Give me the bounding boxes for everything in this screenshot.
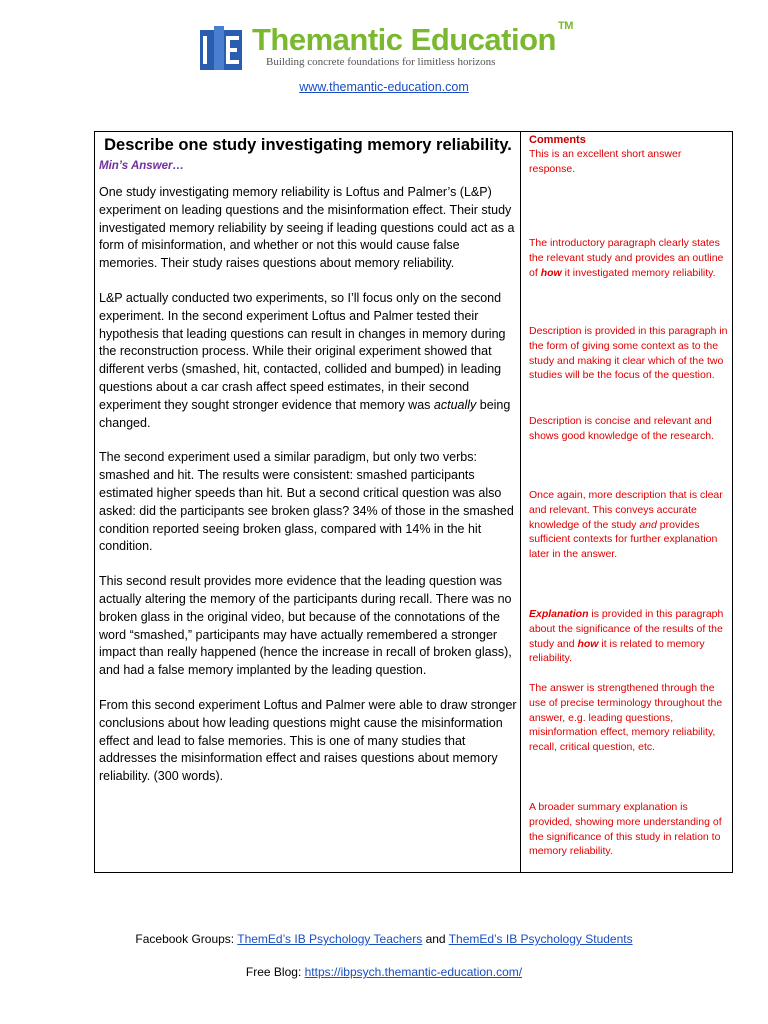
teachers-group-link[interactable]: ThemEd’s IB Psychology Teachers — [237, 932, 423, 946]
answer-column — [99, 134, 517, 803]
students-group-link[interactable]: ThemEd’s IB Psychology Students — [448, 932, 633, 946]
answer-paragraph-1: One study investigating memory reliability is Loftus and Palmer’s (L&P) experiment on leading questions and the misinformation effect. Their study investigated memory reliability by seeing if leading questions could act as a form of misinformation, and whether or not this would cause false memories. Their study raises questions about memory reliability. — [99, 185, 515, 271]
comment-4: Description is concise and relevant and shows good knowledge of the research. — [529, 415, 715, 442]
trademark: TM — [557, 19, 573, 32]
comment-7: The answer is strengthened through the use of precise terminology throughout the answer, e.g. leading questions, misinformation effect, memory reliability, recall, critical question, etc. — [529, 682, 723, 754]
answer-label: Min’s Answer… — [99, 160, 184, 172]
page-header — [0, 0, 768, 110]
comments-column — [529, 134, 729, 858]
blog-line: Free Blog: https://ibpsych.themantic-education.com/ — [245, 965, 523, 979]
question-title: Describe one study investigating memory reliability. — [104, 136, 512, 154]
table-column-divider — [520, 131, 521, 873]
comment-5: Once again, more description that is clear and relevant. This conveys accurate knowledge of the study and provides sufficient contexts for further explanation later in the answer. — [529, 489, 723, 561]
comment-1: This is an excellent short answer response. — [529, 148, 682, 175]
facebook-groups-line: Facebook Groups: ThemEd’s IB Psychology Teachers and ThemEd’s IB Psychology Students — [135, 932, 633, 946]
comments-title: Comments — [529, 134, 586, 146]
comment-3: Description is provided in this paragraph in the form of giving some context as to the study and making it clear which of the two studies will be the focus of the question. — [529, 325, 728, 382]
blog-link[interactable]: https://ibpsych.themantic-education.com/ — [304, 965, 523, 979]
answer-paragraph-5: From this second experiment Loftus and Palmer were able to draw stronger conclusions about how leading questions might cause the misinformation effect and lead to false memories. This is one of many studies that addresses the misinformation effect and raises questions about memory reliability. (300 words). — [99, 697, 517, 784]
comment-6: Explanation is provided in this paragraph about the significance of the results of the study and how it is related to memory reliability. — [529, 608, 724, 665]
answer-paragraph-4: This second result provides more evidence that the leading question was actually altering the memory of the participants during recall. There was no broken glass in the original video, but because of the connotations of the word “smashed,” participants may have actually remembered a stronger impact than really happened (hence the increase in recall of broken glass), and had a false memory implanted by the leading question. — [99, 574, 512, 678]
answer-paragraph-2: L&P actually conducted two experiments, so I’ll focus only on the second experiment. In the second experiment Loftus and Palmer tested their hypothesis that leading questions can result in changes in memory during the reconstruction process. While their original experiment showed that different verbs (smashed, hit, contacted, collided and bumped) in leading questions about a car crash affect speed estimates, in their second experiment they sought stronger evidence that memory was actually being changed. — [99, 290, 511, 430]
answer-paragraph-3: The second experiment used a similar paradigm, but only two verbs: smashed and hit. The results were consistent: smashed participants estimated higher speeds than hit. But a second critical question was also asked: did the participants see broken glass? 34% of those in the smashed condition reported seeing broken glass, compared with 14% in the hit condition. — [99, 450, 514, 554]
brand-tagline: Building concrete foundations for limitless horizons — [266, 56, 496, 68]
comment-2: The introductory paragraph clearly states the relevant study and provides an outline of how it investigated memory reliability. — [529, 237, 724, 279]
website-link[interactable]: www.themantic-education.com — [299, 80, 469, 94]
book-logo-icon — [198, 22, 244, 72]
emphasis-actually: actually — [433, 397, 477, 412]
comment-8: A broader summary explanation is provided, showing more understanding of the significance of this study in relation to memory reliability. — [529, 801, 722, 858]
brand-name: Themantic Education ™ — [252, 19, 573, 57]
